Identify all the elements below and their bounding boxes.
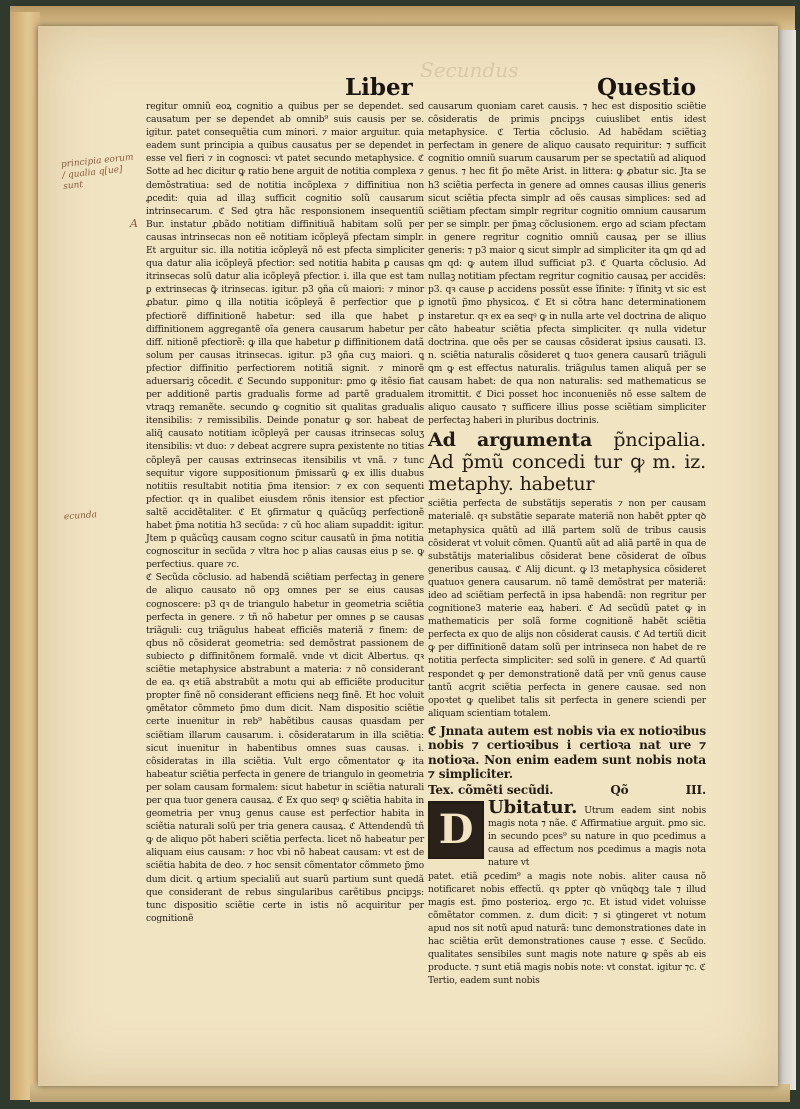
left-text-column bbox=[146, 100, 424, 925]
running-head-left: Liber bbox=[345, 74, 413, 101]
aristotle-quote: ℭ Jnnata autem est nobis via ex notioꝛibus nobis ⁊ certioꝛibus i certioꝛa nat ure ⁊ notioꝛa. Non enim eadem sunt nobis nota ⁊ simpliciter. bbox=[428, 723, 706, 782]
commentary-label bbox=[428, 784, 706, 797]
page-right-edge bbox=[778, 30, 796, 1090]
dubitatur-lead: Utrum eadem sint nobis magis nota ⁊ nãe. ℭ Affirmatiue arguit. ꝑmo sic. in secundo pces⁹ su nature in quo pcedimus a causa ad effectum nos ꝑcedimus a magis nota nature vt bbox=[488, 805, 707, 869]
heading-text: Ad argumenta bbox=[428, 429, 593, 452]
right-text-column bbox=[428, 100, 706, 987]
dubitatur-block bbox=[428, 797, 707, 869]
paragraph: sciẽtia perfecta de substãtijs seperatis ⁊ non per causam materialẽ. qꝛ substãtie separate materiã non habẽt ꝑpter qꝺ metaphysica quãtũ ad illã partem solũ de tribus causis cõsiderat vt voluit cõmen. Quantũ aũt ad aliã partẽ in qua de substãtijs materialibus cõsiderat bene cõsiderat de oĩbus generibus causaꝝ. ℭ Alij dicunt. ꝙ l3 metaphysica cõsideret quatuoꝛ genera causarum. nõ tamẽ demõstrat per materiã: ideo ad sciẽtiam perfectã in ipsa habendã: non regritur per cognitione3 materie eaꝝ haberi. ℭ Ad secũdũ patet ꝙ in mathematicis per solã forme cognitionẽ habẽt sciẽtia perfecta ex quo de alijs non cõsiderat causis. ℭ Ad tertiũ dicit ꝙ per diffinitionẽ datam solũ per intrinseca non habet de re notitia perfecta simpliciter: sed solũ in genere. ℭ Ad quartũ respondet ꝙ per demonstrationẽ datã per vnũ genus cause tantũ acgrit sciẽtia perfecta in genere causae. sed non opoꝛtet ꝙ quelibet talis sit perfecta in genere sciendi per aliquam scientiam totalem. bbox=[428, 498, 706, 719]
paragraph: causarum quoniam caret causis. ⁊ hec est dispositio sciẽtie cõsideratis de primis ꝑncipꝫs cuiuslibet entis idest metaphysice. ℭ Tertia cõclusio. Ad habẽdam sciẽtiaꝫ perfectam in genere de aliquo causato requiritur: ⁊ sufficit cognitio omniũ suarum causarum per se spectatiũ ad aliquod genus. ⁊ hec fit p̃o mẽte Arist. in littera: ꝙ ꝓbatur sic. Jta se h3 sciẽtia perfecta in genere ad omnes causas illius generis sicut sciẽtia pfecta simplr ad oẽs causas simplices: sed ad sciẽtiam pfectam simplr regritur cognitio omnium causarum per se simplr. per p̃maꝫ cõclusionem. ergo ad sciam pfectam in genere regritur cognitio omniũ causaꝝ per se illius generis: ⁊ p3 maior ꝗ sicut simplr ad simpliciter ita ꝗm qd ad ꝗm qd: ꝙ autem illud sufficiat p3. ℭ Quarta cõclusio. Ad nullaꝫ notitiam pfectam regritur cognitio causaꝝ per accidẽs: p3. qꝛ cause ꝑ accidens possũt esse ĩfinite: ⁊ ĩfinitꝫ vt sic est ignotũ p̃mo physicoꝝ. ℭ Et si cõtra hanc determinationem instaretur. qꝛ ex ea seqꝰ ꝙ in nulla arte vel doctrina de aliquo cãto habeatur sciẽtia pfecta simpliciter. qꝛ nulla videtur doctrina. que oẽs per se causas cõsiderat ipsius causati. l3. n. sciẽtia naturalis cõsideret ꝗ tuoꝛ genera causarũ triãguli ꝗm ꝙ est effectus naturalis. triãgulus tamen aliquã per se causam habet: de qua non naturalis: sed mathematicus se itromittit. ℭ Dici posset hoc inconueniẽs nõ esse saltem de aliquo causato ⁊ sufficere illius posse sciẽtiam simpliciter perfectaꝫ haberi in pluribus doctrinis. bbox=[428, 101, 706, 427]
question-label: Qõ bbox=[610, 782, 629, 797]
margin-annotation: ecunda bbox=[63, 510, 98, 523]
dubitatur-word: Ubitatur. bbox=[488, 797, 578, 819]
decorated-initial: D bbox=[428, 801, 484, 859]
paragraph: patet. etiã ꝑcedim⁹ a magis note nobis. aliter causa nõ notificaret nobis effectũ. qꝛ ꝑpter qꝺ vnũqꝺqꝫ tale ⁊ illud magis est. p̃mo posterioꝝ. ergo ⁊c. Et istud videt voluisse cõmẽtator commen. z. dum dicit: ⁊ si ꝯtingeret vt notum apud nos sit notũ apud naturã: tunc demonstrationes date in hac sciẽtia erũt demonstrationes cause ⁊ esse. ℭ Secũdo. qualitates sensibiles sunt magis note nature ꝙ spẽs ab eis producte. ⁊ sunt etiã magis nobis note: vt constat. igitur ⁊c. ℭ Tertio, eadem sunt nobis bbox=[428, 870, 706, 987]
margin-mark: A bbox=[130, 217, 138, 230]
page-left-edge bbox=[10, 12, 40, 1100]
paragraph: ℭ Secũda cõclusio. ad habendã sciẽtiam perfectaꝫ in genere de aliquo causato nõ opꝫ omnes per se eius causas cognoscere: p3 qꝛ de triangulo habetur in geometria sciẽtia perfecta in genere. ⁊ tñ nõ habetur per omnes ꝑ se causas triãguli: cuꝫ triãgulus habeat efficiẽs materiã ⁊ finem: de qbus nõ cõsiderat geometria: sed demõstrat passionem de subiecto ꝑ diffinitõnem formalẽ. vnde vt dicit Albertus. qꝛ sciẽtie metaphysice abstrabunt a materia: ⁊ nõ considerant de ea. qꝛ etiã abstrabũt a motu qui ab efficiẽte producitur propter finẽ nõ considerant efficiens neqꝫ finẽ. Et hoc voluit ꝯmẽtator cõmmeto p̃mo dum dicit. Nam dispositio sciẽtie certe inuenitur in reb⁹ habẽtibus causas quasdam per sciẽtiam illarum causarum. i. cõsideratarum in illa sciẽtia: sicut inuenitur in habentibus omnes suas causas. i. cõsideratas in illa sciẽtia. Vult ergo cõmentator ꝙ ita habeatur sciẽtia perfecta in genere de triangulo in geometria per solam causam formalem: sicut habetur in sciẽtia naturali per qua tuor genera causaꝝ. ℭ Ex quo seqꝰ ꝙ sciẽtia habita in geometria per vnuꝫ genus cause est perfectior habita in sciẽtia naturali solũ per tria genera causaꝝ. ℭ Attendendũ tñ ꝙ de aliquo põt haberi sciẽtia perfecta. licet nõ habeatur per aliquam eius causam: ⁊ hoc vbi nõ habeat causam: vt est de sciẽtia habita de deo. ⁊ hoc sensit cõmentator cõmmeto p̃mo dum dicit. ꝗ artium specialiũ aut suarũ partium sunt quedã que considerant de rebus singularibus carẽtibus ꝑncipꝫs: tunc dispositio sciẽtie certe in istis nõ acquiritur per cognitionẽ bbox=[146, 572, 424, 924]
margin-annotation: principia eorum / qualia q[ue] sunt bbox=[60, 152, 135, 192]
show-through-header: Secundus bbox=[420, 58, 519, 82]
ad-argumenta-section bbox=[428, 429, 706, 720]
section-heading bbox=[428, 429, 706, 495]
commentary-title: Tex. cõmẽti secũdi. bbox=[428, 782, 554, 797]
dubitatur-lead-block bbox=[488, 797, 707, 869]
page-bottom-edge bbox=[30, 1084, 790, 1102]
paragraph: regitur omniũ eoꝝ cognitio a quibus per se dependet. sed causatum per se dependet ab omnib⁹ suis causis per se. igitur. patet consequẽtia cum minori. ⁊ maior arguitur. quia eadem sunt principia a quibus causatus per se dependet in esse vel fieri ⁊ in cognosci: vt patet secundo metaphysice. ℭ Sotte ad hec dicitur ꝙ ratio bene arguit de notitia complexa ⁊ demõstratiua: sed de notitia incõplexa ⁊ diffinitiua non ꝓcedit: quia ad illaꝫ sufficit cognitio solũ causarum intrinsecarum. ℭ Sed ꝯtra hãc responsionem insequentiũ Bur. instatur ꝓbãdo notitiam diffinitiuã habitam solũ per causas intrinsecas non eẽ notitiam icõpleyã pfectam simplr. Et arguitur sic. illa notitia icõpleyã nõ est pfecta simpliciter qua datur alia icõpleyã pfectior: sed notitia habita ꝑ causas itrinsecas solũ datur alia icõpleyã pfectior. i. illa que est tam ꝑ extrinsecas ꝙ̃ itrinsecas. igitur. p3 ꝯña cũ maiori: ⁊ minor ꝓbatur. ꝑimo ꝗ illa notitia icõpleyã ẽ perfectior que ꝑ pfectiorẽ diffinitionẽ habetur: sed illa que habet ꝑ diffinitionem aggregantẽ oĩa genera causarum habetur per diff. nitionẽ pfectiorẽ: ꝙ illa que habetur ꝑ diffinitionem datã solum per causas itrinsecas. igitur. p3 ꝯña cuʒ maiori. ꝗ pfectior diffinitio perfectiorem notitiã signit. ⁊ minorẽ aduersariꝫ cõcedit. ℭ Secundo supponitur: ꝑmo ꝙ itẽsio fiat per additionẽ partis gradualis forme ad partẽ gradualem vtraqꝫ remanẽte. secundo ꝙ cognitio sit qualitas gradualis itensibilis: ⁊ remissibilis. Deinde ponatur ꝙ sor. habeat de aliq̃ causato notitiam icõpleyã per causas itrinsecas soluʒ itensibilis: vt duo: ⁊ debeat acgrere supra ꝑexistente no titias cõpleyã per causas extrinsecas itensibilis vt vnã. ⁊ tunc sequitur vigore suppositionum p̃missarũ ꝙ ex illis duabus notitiis resultabit notitia p̃ma itensior: ⁊ ex con sequenti pfectior. qꝛ in qualibet eiusdem rõnis itensior est pfectior saltẽ accidẽtaliter. ℭ Et ꝯfirmatur ꝗ quãcũqꝫ perfectionẽ habet p̃ma notitia h3 secũda: ⁊ cũ hoc aliam supaddit: igitur. Jtem p quãcũqꝫ causam cogno scitur causatũ in p̃ma notitia cognoscitur in secũda ⁊ vltra hoc p alias causas eius p se. ꝙ perfectius. quare ⁊c. bbox=[146, 101, 424, 571]
running-head-right: Questio bbox=[597, 74, 697, 101]
heading-lead: p̃ncipalia. Ad p̃mũ concedi tur ꝙ m. iz. metaphy. habetur bbox=[428, 429, 706, 496]
question-number: III. bbox=[685, 782, 706, 797]
